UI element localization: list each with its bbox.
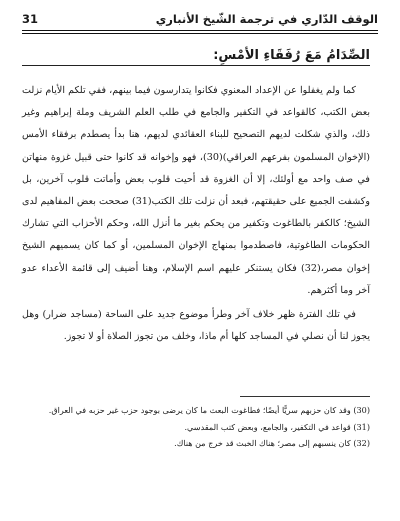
body-text [22, 80, 370, 348]
footnotes [22, 402, 370, 452]
paragraph: كما ولم يغفلوا عن الإعداد المعنوي فكانوا يتدارسون فيما بينهم، ففي تلكم الأيام نزلت بعض الكتب، كالقواعد في التكفير والجامع في طلب العلم الشريف وملة إبراهيم وغير ذلك، والذي شكلت لديهم التصحيح للبناء العقائدي لديهم، هنا بدأ يصطدم برفقاء الأمس (الإخوان المسلمون بفرعهم العراقي)(30)، فهو وإخوانه قد كانوا حتى قبيل غزوة منهاتن في صف واحد مع أولئك، إلا أن الغزوة قد أحيت قلوب بعض وأماتت قلوب آخرين، بل وكشفت الجميع على حقيقتهم، فبعد أن نزلت تلك الكتب(31) صححت بعض المفاهيم لدى الشيخ؛ كالكفر بالطاغوت وتكفير من يحكم بغير ما أنزل الله، وحكم الأحزاب التي تشارك الحكومات الطاغوتية، فاصطدموا بمنهاج الإخوان المسلمين، أو كما كان يسميهم الشيخ إخوان مصر،(32) فكان يستنكر عليهم اسم الإسلام، وهنا أضيف إلى قائمة الأعداء عدو آخر وما أكثرهم. [22, 85, 371, 296]
footnote: (31) قواعد في التكفير، والجامع، وبعض كتب المقدسي. [184, 421, 370, 432]
footnote-separator [240, 396, 370, 397]
footnote: (30) وقد كان حزبهم سريًّا أيضًا؛ فطاغوت البعث ما كان يرضى بوجود حزب غير حزبه في العراق. [48, 405, 370, 415]
running-title: الوقف الدّاري في ترجمة الشّيخ الأنباري [155, 12, 378, 26]
page-header [22, 8, 378, 30]
footnote: (32) كان ينسبهم إلى مصر؛ هناك الخبث قد خرج من هناك. [174, 438, 370, 448]
header-rule [22, 30, 378, 31]
page-number: 31 [22, 12, 39, 26]
paragraph: في تلك الفترة ظهر خلاف آخر وطرأ موضوع جديد على الساحة (مساجد ضرار) وهل يجوز لنا أن نصلي في المساجد كلها أم ماذا، وخلف من تجوز الصلاة أو لا تجوز. [22, 309, 370, 343]
header-rule-thin [22, 33, 378, 34]
section-title [22, 48, 370, 66]
section-title-text: الصِّدَامُ مَعَ رُفَقَاءِ الأمْسِ: [213, 48, 370, 63]
